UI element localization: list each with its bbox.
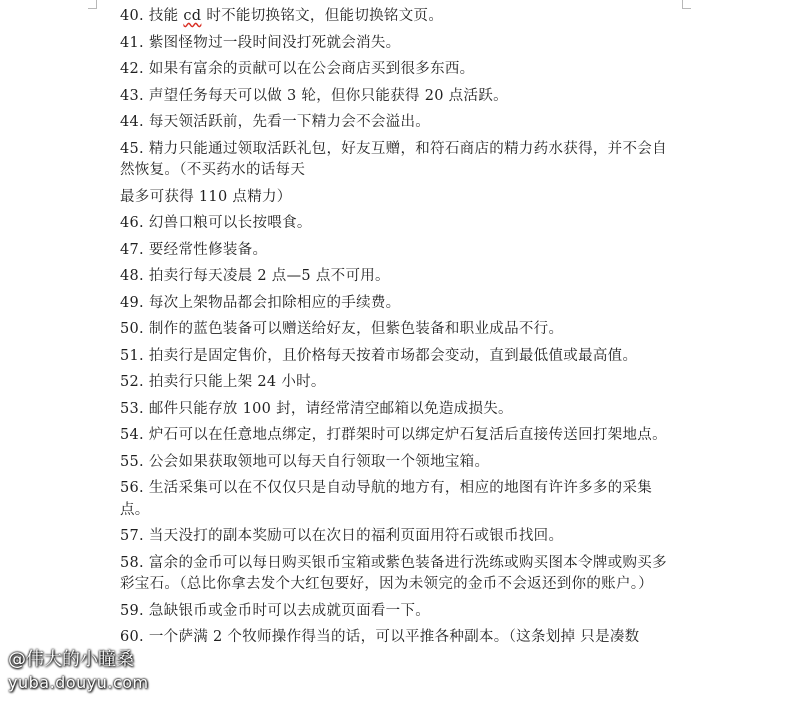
list-item-52: 52. 拍卖行只能上架 24 小时。 xyxy=(120,374,326,390)
list-item-59: 59. 急缺银币或金币时可以去成就页面看一下。 xyxy=(120,602,431,619)
list-item-48: 48. 拍卖行每天凌晨 2 点—5 点不可用。 xyxy=(120,268,390,284)
list-item-43: 43. 声望任务每天可以做 3 轮，但你只能获得 20 点活跃。 xyxy=(120,87,508,104)
list-item-54: 54. 炉石可以在任意地点绑定，打群架时可以绑定炉石复活后直接传送回打架地点。 xyxy=(120,427,667,443)
spellcheck-word[interactable]: cd xyxy=(183,8,202,24)
list-item-55: 55. 公会如果获取领地可以每天自行领取一个领地宝箱。 xyxy=(120,453,490,470)
list-item-57: 57. 当天没打的副本奖励可以在次日的福利页面用符石或银币找回。 xyxy=(120,528,564,544)
document-body[interactable] xyxy=(120,6,675,649)
list-item-45-continued: 最多可获得 110 点精力） xyxy=(120,188,292,205)
list-item-47: 47. 要经常性修装备。 xyxy=(120,241,268,258)
list-item-42: 42. 如果有富余的贡献可以在公会商店买到很多东西。 xyxy=(120,61,475,77)
watermark-author: @伟大的小瞳桑 xyxy=(8,649,134,670)
list-item-49: 49. 每次上架物品都会扣除相应的手续费。 xyxy=(120,294,401,311)
list-item-41: 41. 紫图怪物过一段时间没打死就会消失。 xyxy=(120,34,401,51)
list-item-40: 40. 技能 cd 时不能切换铭文，但能切换铭文页。 xyxy=(120,8,444,24)
list-item-44: 44. 每天领活跃前，先看一下精力会不会溢出。 xyxy=(120,114,431,130)
list-item-53: 53. 邮件只能存放 100 封，请经常清空邮箱以免造成损失。 xyxy=(120,400,513,417)
list-item-50: 50. 制作的蓝色装备可以赠送给好友，但紫色装备和职业成品不行。 xyxy=(120,321,564,337)
list-item-45: 45. 精力只能通过领取活跃礼包，好友互赠，和符石商店的精力药水获得，并不会自然恢复。（不买药水的话每天 xyxy=(120,140,667,178)
watermark-site: yuba.douyu.com xyxy=(8,673,149,692)
watermark xyxy=(8,648,188,704)
list-item-58: 58. 富余的金币可以每日购买银币宝箱或紫色装备进行洗练或购买图本令牌或购买多彩宝石。（总比你拿去发个大红包要好，因为未领完的金币不会返还到你的账户。） xyxy=(120,554,667,592)
list-item-46: 46. 幻兽口粮可以长按喂食。 xyxy=(120,215,312,231)
page-corner-mark-left xyxy=(88,0,97,9)
list-item-51: 51. 拍卖行是固定售价，且价格每天按着市场都会变动，直到最低值或最高值。 xyxy=(120,347,638,364)
page-corner-mark-right xyxy=(682,0,691,9)
list-item-60: 60. 一个萨满 2 个牧师操作得当的话，可以平推各种副本。（这条划掉 只是凑数 xyxy=(120,629,640,645)
list-item-56: 56. 生活采集可以在不仅仅只是自动导航的地方有，相应的地图有许许多多的采集点。 xyxy=(120,480,653,518)
